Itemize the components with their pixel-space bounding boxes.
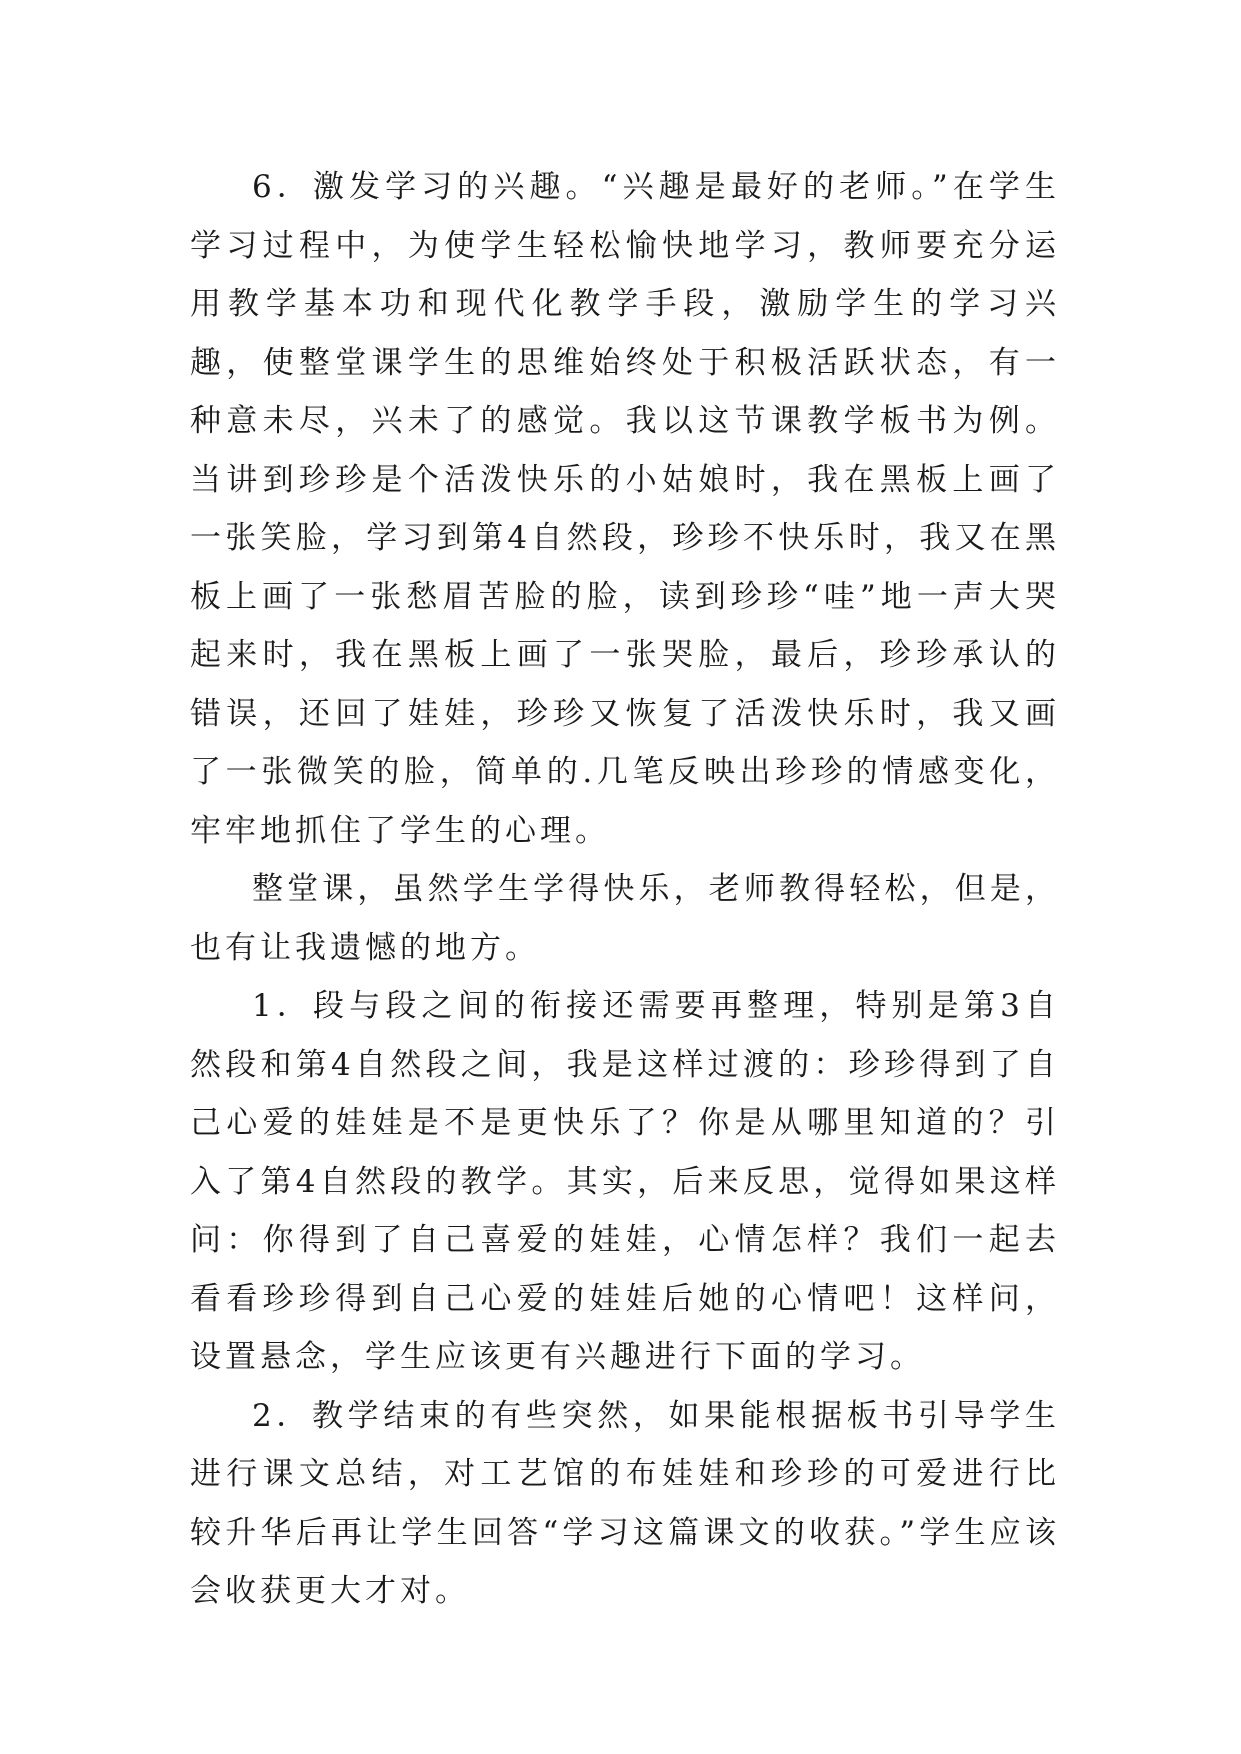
paragraph-regret-intro: 整堂课，虽然学生学得快乐，老师教得轻松，但是，也有让我遗憾的地方。 [190, 871, 1060, 966]
paragraph-interest: 6．激发学习的兴趣。“兴趣是最好的老师。”在学生学习过程中，为使学生轻松愉快地学习，教师要充分运用教学基本功和现代化教学手段，激励学生的学习兴趣，使整堂课学生的思维始终处于积极活跃状态，有一种意未尽，兴未了的感觉。我以这节课教学板书为例。当讲到珍珍是个活泼快乐的小姑娘时，我在黑板上画了一张笑脸，学习到第4自然段，珍珍不快乐时，我又在黑板上画了一张愁眉苦脸的脸，读到珍珍“哇”地一声大哭起来时，我在黑板上画了一张哭脸，最后，珍珍承认的错误，还回了娃娃，珍珍又恢复了活泼快乐时，我又画了一张微笑的脸，简单的.几笔反映出珍珍的情感变化，牢牢地抓住了学生的心理。 [190, 169, 1060, 849]
document-body [190, 158, 1060, 1621]
paragraph-ending: 2．教学结束的有些突然，如果能根据板书引导学生进行课文总结，对工艺馆的布娃娃和珍珍的可爱进行比较升华后再让学生回答“学习这篇课文的收获。”学生应该会收获更大才对。 [190, 1397, 1060, 1609]
paragraph-transition: 1．段与段之间的衔接还需要再整理，特别是第3自然段和第4自然段之间，我是这样过渡的：珍珍得到了自己心爱的娃娃是不是更快乐了？你是从哪里知道的？引入了第4自然段的教学。其实，后来反思，觉得如果这样问：你得到了自己喜爱的娃娃，心情怎样？我们一起去看看珍珍得到自己心爱的娃娃后她的心情吧！这样问，设置悬念，学生应该更有兴趣进行下面的学习。 [190, 988, 1060, 1375]
